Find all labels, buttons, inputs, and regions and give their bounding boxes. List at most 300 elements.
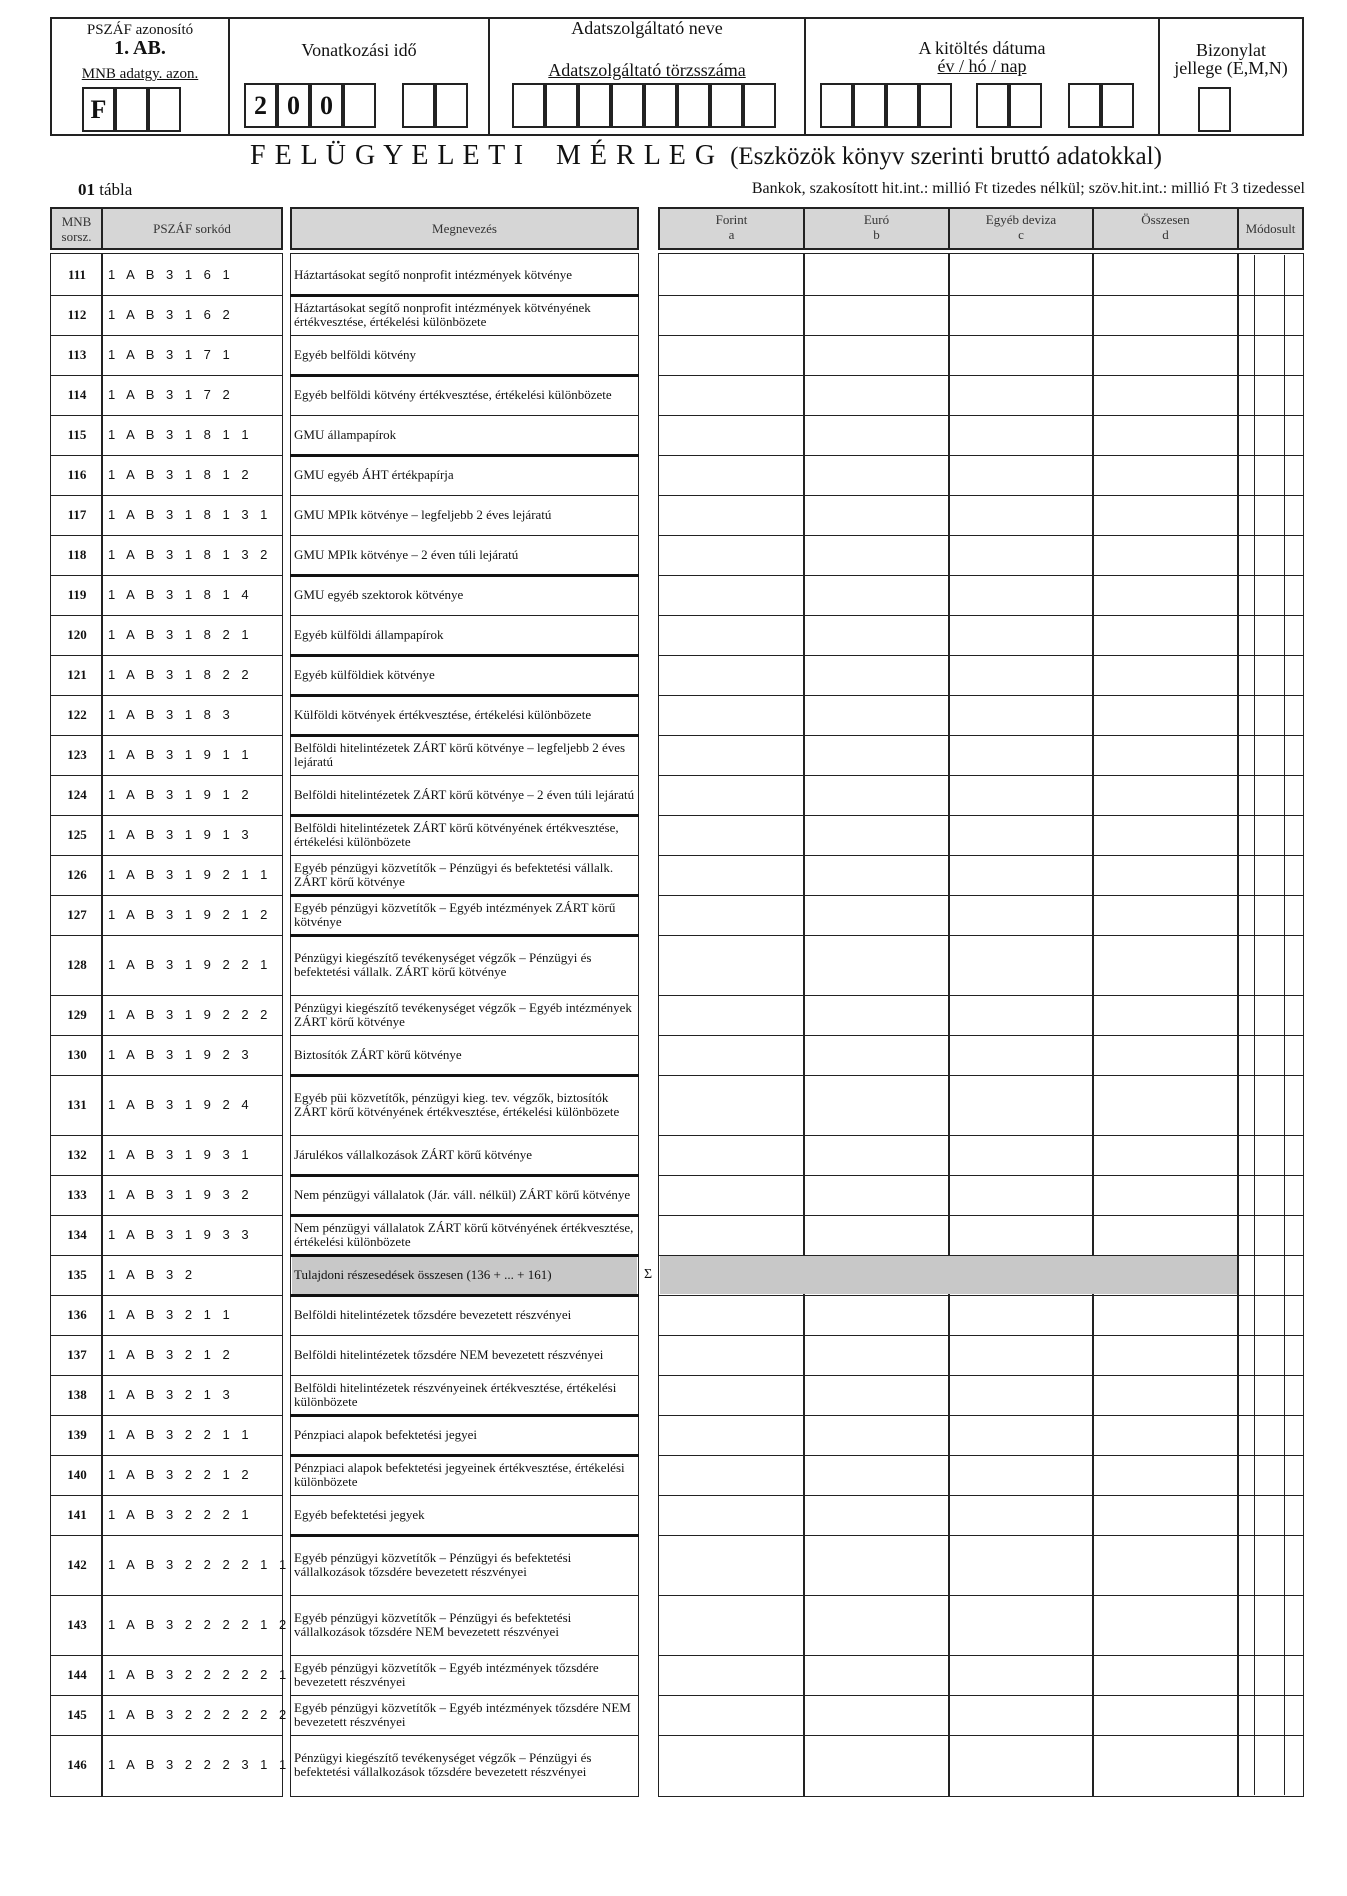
cell-euro[interactable] bbox=[805, 1176, 950, 1214]
cell-osszesen[interactable] bbox=[1094, 1036, 1237, 1074]
row-separator bbox=[50, 1375, 283, 1376]
row-separator bbox=[290, 335, 639, 336]
period-digit-1[interactable]: 2 bbox=[244, 83, 277, 128]
cell-forint[interactable] bbox=[660, 1176, 805, 1214]
mnb-id-box-2[interactable] bbox=[115, 87, 148, 132]
cell-modosult[interactable] bbox=[1256, 456, 1284, 494]
cell-modosult[interactable] bbox=[1256, 1216, 1284, 1254]
cell-euro[interactable] bbox=[805, 1136, 950, 1174]
cell-egyeb[interactable] bbox=[950, 1456, 1092, 1494]
row-separator bbox=[50, 1175, 283, 1176]
cell-egyeb[interactable] bbox=[950, 1496, 1092, 1534]
cell-modosult[interactable] bbox=[1256, 496, 1284, 534]
cell-modosult[interactable] bbox=[1256, 696, 1284, 734]
row-code: 1 A B 3 1 8 2 1 bbox=[108, 627, 253, 642]
cell-osszesen[interactable] bbox=[1094, 576, 1237, 614]
cell-osszesen[interactable] bbox=[1094, 616, 1237, 654]
row-number: 117 bbox=[67, 507, 87, 522]
cell-modosult[interactable] bbox=[1256, 656, 1284, 694]
pszaf-id-value: 1. AB. bbox=[114, 37, 166, 59]
col-egyeb-label: Egyéb deviza bbox=[985, 212, 1057, 227]
mod-inner-line bbox=[1284, 255, 1285, 1795]
row-code: 1 A B 3 1 8 1 3 1 bbox=[108, 507, 272, 522]
cell-osszesen[interactable] bbox=[1094, 1596, 1237, 1654]
cell-modosult[interactable] bbox=[1256, 616, 1284, 654]
cell-euro[interactable] bbox=[805, 736, 950, 774]
cell-euro[interactable] bbox=[805, 1596, 950, 1654]
row-number: 125 bbox=[67, 827, 87, 842]
cell-modosult[interactable] bbox=[1256, 1696, 1284, 1734]
row-name: Egyéb pénzügyi közvetítők – Pénzügyi és befektetési vállalkozások tőzsdére NEM bevezetett részvényei bbox=[294, 1610, 572, 1639]
cell-euro[interactable] bbox=[805, 936, 950, 994]
row-code: 1 A B 3 1 9 1 2 bbox=[108, 787, 253, 802]
cell-modosult[interactable] bbox=[1256, 1736, 1284, 1794]
cell-modosult[interactable] bbox=[1256, 1496, 1284, 1534]
row-code: 1 A B 3 1 7 1 bbox=[108, 347, 234, 362]
cell-forint[interactable] bbox=[660, 896, 805, 934]
cell-forint[interactable] bbox=[660, 1036, 805, 1074]
cell-modosult[interactable] bbox=[1256, 896, 1284, 934]
col-euro-label: Euró bbox=[863, 212, 890, 227]
cell-egyeb[interactable] bbox=[950, 696, 1092, 734]
row-code: 1 A B 3 1 9 2 2 2 bbox=[108, 1007, 272, 1022]
cell-egyeb[interactable] bbox=[950, 856, 1092, 894]
cell-euro[interactable] bbox=[805, 1696, 950, 1734]
period-digit-3[interactable]: 0 bbox=[310, 83, 343, 128]
row-name: Pénzügyi kiegészítő tevékenységet végzők – Egyéb intézmények ZÁRT körű kötvénye bbox=[294, 1000, 632, 1029]
doc-type-box[interactable] bbox=[1198, 87, 1231, 132]
row-separator bbox=[50, 415, 283, 416]
row-separator bbox=[50, 935, 283, 936]
row-code: 1 A B 3 2 1 3 bbox=[108, 1387, 234, 1402]
cell-modosult[interactable] bbox=[1256, 256, 1284, 294]
provider-id-box-8[interactable] bbox=[743, 83, 776, 128]
row-separator bbox=[50, 1495, 283, 1496]
cell-forint[interactable] bbox=[660, 856, 805, 894]
cell-egyeb[interactable] bbox=[950, 936, 1092, 994]
cell-egyeb[interactable] bbox=[950, 1296, 1092, 1334]
cell-euro[interactable] bbox=[805, 1376, 950, 1414]
row-separator bbox=[50, 1595, 283, 1596]
row-code: 1 A B 3 2 2 2 2 2 1 bbox=[108, 1667, 291, 1682]
fill-year-2[interactable] bbox=[853, 83, 886, 128]
row-code: 1 A B 3 1 8 1 4 bbox=[108, 587, 253, 602]
mnb-id-box-3[interactable] bbox=[148, 87, 181, 132]
row-number: 134 bbox=[67, 1227, 87, 1242]
row-name: Biztosítók ZÁRT körű kötvénye bbox=[294, 1047, 462, 1062]
cell-osszesen[interactable] bbox=[1094, 416, 1237, 454]
row-name: Külföldi kötvények értékvesztése, értékelési különbözete bbox=[294, 707, 592, 722]
provider-block bbox=[488, 17, 806, 136]
cell-osszesen[interactable] bbox=[1094, 376, 1237, 414]
row-number: 111 bbox=[67, 267, 87, 282]
cell-euro[interactable] bbox=[805, 1496, 950, 1534]
cell-egyeb[interactable] bbox=[950, 1416, 1092, 1454]
cell-osszesen[interactable] bbox=[1094, 536, 1237, 574]
cell-forint[interactable] bbox=[660, 616, 805, 654]
cell-forint[interactable] bbox=[660, 1456, 805, 1494]
row-number: 118 bbox=[67, 547, 87, 562]
cell-forint[interactable] bbox=[660, 1736, 805, 1794]
cell-osszesen[interactable] bbox=[1094, 896, 1237, 934]
cell-modosult[interactable] bbox=[1256, 1596, 1284, 1654]
fill-year-4[interactable] bbox=[919, 83, 952, 128]
cell-forint[interactable] bbox=[660, 256, 805, 294]
cell-euro[interactable] bbox=[805, 1736, 950, 1794]
cell-osszesen[interactable] bbox=[1094, 936, 1237, 994]
cell-modosult[interactable] bbox=[1256, 856, 1284, 894]
row-number: 140 bbox=[67, 1467, 87, 1482]
cell-modosult[interactable] bbox=[1256, 1076, 1284, 1134]
cell-osszesen[interactable] bbox=[1094, 1416, 1237, 1454]
cell-euro[interactable] bbox=[805, 256, 950, 294]
row-code: 1 A B 3 1 9 2 3 bbox=[108, 1047, 253, 1062]
row-code: 1 A B 3 1 7 2 bbox=[108, 387, 234, 402]
cell-forint[interactable] bbox=[660, 496, 805, 534]
cell-euro[interactable] bbox=[805, 496, 950, 534]
row-separator bbox=[290, 1695, 639, 1696]
cell-modosult bbox=[1256, 1256, 1284, 1294]
cell-osszesen[interactable] bbox=[1094, 496, 1237, 534]
row-number: 131 bbox=[67, 1097, 87, 1112]
row-name: Pénzügyi kiegészítő tevékenységet végzők – Pénzügyi és befektetési vállalk. ZÁRT körű kötvénye bbox=[294, 950, 592, 979]
cell-modosult[interactable] bbox=[1256, 536, 1284, 574]
row-separator bbox=[50, 995, 283, 996]
cell-osszesen[interactable] bbox=[1094, 736, 1237, 774]
cell-egyeb[interactable] bbox=[950, 1376, 1092, 1414]
cell-osszesen[interactable] bbox=[1094, 1656, 1237, 1694]
cell-egyeb[interactable] bbox=[950, 336, 1092, 374]
cell-egyeb[interactable] bbox=[950, 816, 1092, 854]
provider-name-label: Adatszolgáltató neve bbox=[571, 18, 723, 38]
cell-osszesen[interactable] bbox=[1094, 1456, 1237, 1494]
cell-forint[interactable] bbox=[660, 1296, 805, 1334]
cell-euro[interactable] bbox=[805, 616, 950, 654]
cell-osszesen[interactable] bbox=[1094, 1736, 1237, 1794]
doc-type-block bbox=[1158, 17, 1304, 136]
period-label: Vonatkozási idő bbox=[301, 40, 417, 60]
period-digit-4[interactable] bbox=[343, 83, 376, 128]
cell-forint[interactable] bbox=[660, 1136, 805, 1174]
cell-euro[interactable] bbox=[805, 1076, 950, 1134]
cell-modosult[interactable] bbox=[1256, 416, 1284, 454]
row-number: 128 bbox=[67, 957, 87, 972]
cell-modosult[interactable] bbox=[1256, 1656, 1284, 1694]
cell-modosult[interactable] bbox=[1256, 336, 1284, 374]
row-number: 129 bbox=[67, 1007, 87, 1022]
cell-osszesen[interactable] bbox=[1094, 1336, 1237, 1374]
row-code: 1 A B 3 1 9 1 1 bbox=[108, 747, 253, 762]
cell-euro[interactable] bbox=[805, 816, 950, 854]
table-word: tábla bbox=[99, 180, 133, 199]
row-separator bbox=[50, 1035, 283, 1036]
row-code: 1 A B 3 1 9 3 3 bbox=[108, 1227, 253, 1242]
cell-forint[interactable] bbox=[660, 1656, 805, 1694]
cell-euro[interactable] bbox=[805, 896, 950, 934]
cell-egyeb[interactable] bbox=[950, 1656, 1092, 1694]
cell-osszesen[interactable] bbox=[1094, 1076, 1237, 1134]
provider-id-box-4[interactable] bbox=[611, 83, 644, 128]
sigma-icon: Σ bbox=[644, 1267, 653, 1282]
row-name: Háztartásokat segítő nonprofit intézmények kötvényének értékvesztése, értékelési különbözete bbox=[294, 300, 591, 329]
row-code: 1 A B 3 1 9 3 1 bbox=[108, 1147, 253, 1162]
cell-forint[interactable] bbox=[660, 1076, 805, 1134]
mnb-id-box-1[interactable]: F bbox=[82, 87, 115, 132]
row-code: 1 A B 3 2 1 2 bbox=[108, 1347, 234, 1362]
cell-osszesen[interactable] bbox=[1094, 1496, 1237, 1534]
row-number: 137 bbox=[67, 1347, 87, 1362]
cell-egyeb[interactable] bbox=[950, 1336, 1092, 1374]
cell-euro[interactable] bbox=[805, 656, 950, 694]
row-name: Egyéb befektetési jegyek bbox=[294, 1507, 425, 1522]
row-name: GMU MPIk kötvénye – 2 éven túli lejáratú bbox=[294, 547, 519, 562]
row-name: Egyéb külföldiek kötvénye bbox=[294, 667, 435, 682]
cell-egyeb[interactable] bbox=[950, 1736, 1092, 1794]
row-name: GMU állampapírok bbox=[294, 427, 397, 442]
cell-euro[interactable] bbox=[805, 536, 950, 574]
provider-id-box-5[interactable] bbox=[644, 83, 677, 128]
col-egyeb-letter: c bbox=[1018, 227, 1024, 242]
title-sub: (Eszközök könyv szerinti bruttó adatokkal) bbox=[730, 143, 1162, 170]
row-number: 135 bbox=[67, 1267, 87, 1282]
cell-forint[interactable] bbox=[660, 656, 805, 694]
cell-euro[interactable] bbox=[805, 1416, 950, 1454]
cell-forint[interactable] bbox=[660, 1536, 805, 1594]
provider-id-box-6[interactable] bbox=[677, 83, 710, 128]
row-name: Egyéb külföldi állampapírok bbox=[294, 627, 444, 642]
provider-id-box-3[interactable] bbox=[578, 83, 611, 128]
cell-euro[interactable] bbox=[805, 1536, 950, 1594]
cell-modosult[interactable] bbox=[1256, 1176, 1284, 1214]
pszaf-id-block bbox=[50, 17, 230, 136]
row-number: 114 bbox=[67, 387, 87, 402]
cell-egyeb[interactable] bbox=[950, 736, 1092, 774]
cell-forint[interactable] bbox=[660, 1596, 805, 1654]
cell-forint[interactable] bbox=[660, 416, 805, 454]
cell-osszesen[interactable] bbox=[1094, 1696, 1237, 1734]
fill-year-3[interactable] bbox=[886, 83, 919, 128]
cell-forint[interactable] bbox=[660, 736, 805, 774]
cell-osszesen[interactable] bbox=[1094, 996, 1237, 1034]
row-name: Tulajdoni részesedések összesen (136 + ... + 161) bbox=[294, 1267, 552, 1282]
cell-egyeb[interactable] bbox=[950, 416, 1092, 454]
cell-modosult[interactable] bbox=[1256, 1036, 1284, 1074]
cell-osszesen[interactable] bbox=[1094, 776, 1237, 814]
cell-euro[interactable] bbox=[805, 1036, 950, 1074]
cell-osszesen[interactable] bbox=[1094, 1176, 1237, 1214]
cell-euro[interactable] bbox=[805, 1216, 950, 1254]
cell-euro[interactable] bbox=[805, 996, 950, 1034]
cell-egyeb[interactable] bbox=[950, 296, 1092, 334]
row-separator bbox=[290, 1655, 639, 1656]
cell-euro[interactable] bbox=[805, 776, 950, 814]
cell-osszesen[interactable] bbox=[1094, 1136, 1237, 1174]
cell-euro[interactable] bbox=[805, 1656, 950, 1694]
cell-egyeb[interactable] bbox=[950, 1696, 1092, 1734]
cell-forint[interactable] bbox=[660, 536, 805, 574]
page-title bbox=[250, 140, 1250, 172]
cell-euro[interactable] bbox=[805, 456, 950, 494]
col-forint-label: Forint bbox=[715, 212, 748, 227]
row-code: 1 A B 3 1 9 2 4 bbox=[108, 1097, 253, 1112]
cell-euro[interactable] bbox=[805, 576, 950, 614]
cell-modosult[interactable] bbox=[1256, 1456, 1284, 1494]
cell-forint[interactable] bbox=[660, 1376, 805, 1414]
row-name: Belföldi hitelintézetek ZÁRT körű kötvénye – 2 éven túli lejáratú bbox=[294, 787, 635, 802]
cell-forint[interactable] bbox=[660, 336, 805, 374]
cell-egyeb[interactable] bbox=[950, 536, 1092, 574]
cell-modosult[interactable] bbox=[1256, 376, 1284, 414]
cell-euro[interactable] bbox=[805, 856, 950, 894]
cell-modosult[interactable] bbox=[1256, 576, 1284, 614]
table-id bbox=[78, 180, 132, 200]
fill-year-1[interactable] bbox=[820, 83, 853, 128]
provider-id-box-7[interactable] bbox=[710, 83, 743, 128]
cell-modosult[interactable] bbox=[1256, 1296, 1284, 1334]
row-number: 139 bbox=[67, 1427, 87, 1442]
row-name: Nem pénzügyi vállalatok (Jár. váll. nélkül) ZÁRT körű kötvénye bbox=[294, 1187, 631, 1202]
cell-forint[interactable] bbox=[660, 1696, 805, 1734]
cell-euro[interactable] bbox=[805, 1456, 950, 1494]
row-separator bbox=[50, 1075, 283, 1076]
col-header-mnb: MNB sorsz. bbox=[50, 207, 103, 250]
period-block bbox=[228, 17, 490, 136]
row-code: 1 A B 3 2 bbox=[108, 1267, 197, 1282]
cell-modosult[interactable] bbox=[1256, 296, 1284, 334]
cell-egyeb[interactable] bbox=[950, 1536, 1092, 1594]
cell-euro[interactable] bbox=[805, 376, 950, 414]
cell-euro[interactable] bbox=[805, 696, 950, 734]
cell-egyeb[interactable] bbox=[950, 656, 1092, 694]
cell-modosult[interactable] bbox=[1256, 936, 1284, 994]
cell-egyeb[interactable] bbox=[950, 1176, 1092, 1214]
row-separator bbox=[50, 375, 283, 376]
cell-osszesen[interactable] bbox=[1094, 456, 1237, 494]
provider-id-box-2[interactable] bbox=[545, 83, 578, 128]
period-month-2[interactable] bbox=[435, 83, 468, 128]
row-code: 1 A B 3 1 9 2 1 2 bbox=[108, 907, 272, 922]
cell-osszesen[interactable] bbox=[1094, 1216, 1237, 1254]
period-digit-2[interactable]: 0 bbox=[277, 83, 310, 128]
doc-type-label-2: jellege (E,M,N) bbox=[1174, 58, 1288, 78]
col-ossz-letter: d bbox=[1162, 227, 1169, 242]
cell-modosult[interactable] bbox=[1256, 776, 1284, 814]
cell-osszesen[interactable] bbox=[1094, 1296, 1237, 1334]
cell-modosult[interactable] bbox=[1256, 996, 1284, 1034]
period-month-1[interactable] bbox=[402, 83, 435, 128]
cell-forint[interactable] bbox=[660, 376, 805, 414]
row-name: Háztartásokat segítő nonprofit intézmények kötvénye bbox=[294, 267, 572, 282]
cell-forint[interactable] bbox=[660, 1496, 805, 1534]
cell-egyeb[interactable] bbox=[950, 1036, 1092, 1074]
cell-modosult[interactable] bbox=[1256, 816, 1284, 854]
cell-egyeb[interactable] bbox=[950, 616, 1092, 654]
cell-egyeb[interactable] bbox=[950, 1076, 1092, 1134]
cell-osszesen[interactable] bbox=[1094, 336, 1237, 374]
row-separator bbox=[290, 1495, 639, 1496]
col-header-forint bbox=[658, 207, 805, 250]
cell-forint[interactable] bbox=[660, 576, 805, 614]
fill-month-2[interactable] bbox=[1009, 83, 1042, 128]
cell-egyeb[interactable] bbox=[950, 776, 1092, 814]
fill-day-2[interactable] bbox=[1101, 83, 1134, 128]
row-code: 1 A B 3 2 1 1 bbox=[108, 1307, 234, 1322]
row-separator bbox=[290, 995, 639, 996]
row-separator bbox=[50, 295, 283, 296]
cell-egyeb[interactable] bbox=[950, 576, 1092, 614]
cell-egyeb[interactable] bbox=[950, 1136, 1092, 1174]
cell-modosult[interactable] bbox=[1256, 736, 1284, 774]
cell-forint[interactable] bbox=[660, 1416, 805, 1454]
cell-modosult[interactable] bbox=[1256, 1536, 1284, 1594]
row-separator bbox=[50, 1255, 283, 1256]
cell-forint[interactable] bbox=[660, 296, 805, 334]
cell-forint[interactable] bbox=[660, 776, 805, 814]
cell-euro[interactable] bbox=[805, 416, 950, 454]
fill-month-1[interactable] bbox=[976, 83, 1009, 128]
cell-euro[interactable] bbox=[805, 336, 950, 374]
row-number: 124 bbox=[67, 787, 87, 802]
cell-osszesen[interactable] bbox=[1094, 656, 1237, 694]
row-code: 1 A B 3 2 2 2 1 bbox=[108, 1507, 253, 1522]
row-number: 133 bbox=[67, 1187, 87, 1202]
cell-modosult[interactable] bbox=[1256, 1376, 1284, 1414]
row-separator bbox=[290, 1035, 639, 1036]
cell-egyeb[interactable] bbox=[950, 496, 1092, 534]
cell-forint[interactable] bbox=[660, 1336, 805, 1374]
cell-forint[interactable] bbox=[660, 816, 805, 854]
row-separator bbox=[50, 895, 283, 896]
cell-modosult[interactable] bbox=[1256, 1336, 1284, 1374]
cell-egyeb[interactable] bbox=[950, 996, 1092, 1034]
row-separator bbox=[290, 1595, 639, 1596]
col-euro-letter: b bbox=[873, 227, 880, 242]
cell-euro[interactable] bbox=[805, 1336, 950, 1374]
cell-euro[interactable] bbox=[805, 1296, 950, 1334]
row-number: 138 bbox=[67, 1387, 87, 1402]
cell-egyeb[interactable] bbox=[950, 456, 1092, 494]
cell-osszesen[interactable] bbox=[1094, 1376, 1237, 1414]
cell-forint[interactable] bbox=[660, 996, 805, 1034]
cell-egyeb[interactable] bbox=[950, 896, 1092, 934]
row-code: 1 A B 3 2 2 1 1 bbox=[108, 1427, 253, 1442]
cell-osszesen[interactable] bbox=[1094, 696, 1237, 734]
provider-id-label: Adatszolgáltató törzsszáma bbox=[548, 60, 746, 80]
cell-osszesen[interactable] bbox=[1094, 296, 1237, 334]
cell-osszesen[interactable] bbox=[1094, 816, 1237, 854]
row-name: Egyéb belföldi kötvény bbox=[294, 347, 417, 362]
cell-modosult[interactable] bbox=[1256, 1416, 1284, 1454]
cell-osszesen[interactable] bbox=[1094, 1536, 1237, 1594]
cell-forint[interactable] bbox=[660, 936, 805, 994]
cell-egyeb[interactable] bbox=[950, 256, 1092, 294]
provider-id-box-1[interactable] bbox=[512, 83, 545, 128]
cell-euro[interactable] bbox=[805, 296, 950, 334]
cell-egyeb[interactable] bbox=[950, 1596, 1092, 1654]
col-header-pszaf: PSZÁF sorkód bbox=[101, 207, 283, 250]
cell-egyeb[interactable] bbox=[950, 1216, 1092, 1254]
row-code: 1 A B 3 1 8 1 1 bbox=[108, 427, 253, 442]
cell-osszesen[interactable] bbox=[1094, 256, 1237, 294]
fill-day-1[interactable] bbox=[1068, 83, 1101, 128]
row-code: 1 A B 3 1 9 2 2 1 bbox=[108, 957, 272, 972]
cell-forint[interactable] bbox=[660, 1216, 805, 1254]
cell-osszesen[interactable] bbox=[1094, 856, 1237, 894]
cell-forint[interactable] bbox=[660, 696, 805, 734]
cell-forint[interactable] bbox=[660, 456, 805, 494]
cell-egyeb[interactable] bbox=[950, 376, 1092, 414]
cell-modosult[interactable] bbox=[1256, 1136, 1284, 1174]
